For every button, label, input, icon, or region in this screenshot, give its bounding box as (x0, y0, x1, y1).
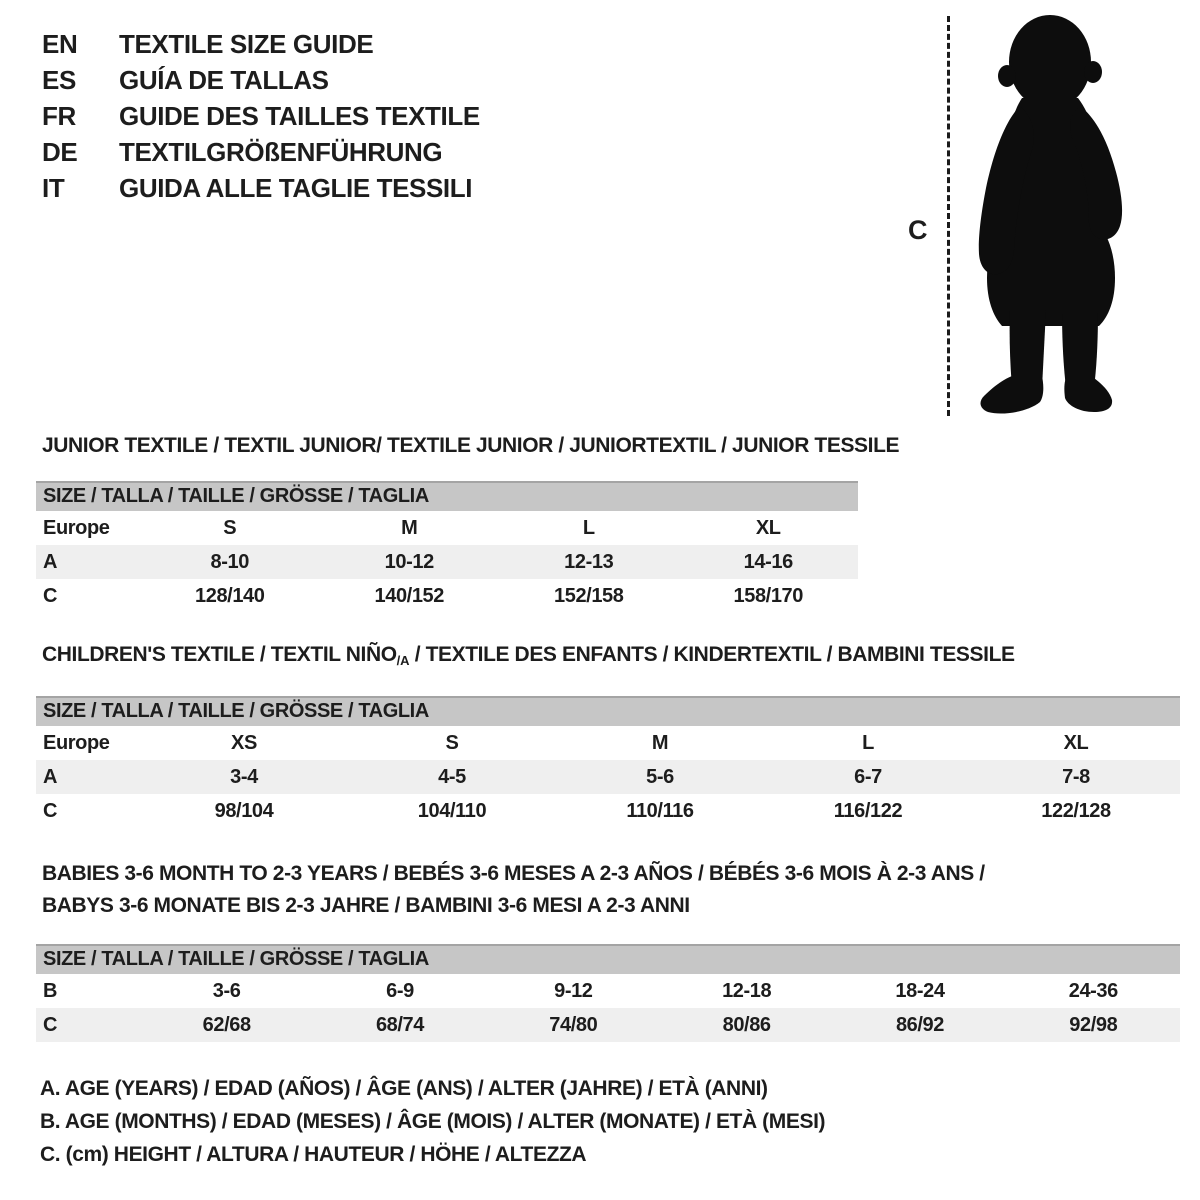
language-title-list (42, 26, 480, 206)
table-cell: M (401, 516, 418, 539)
row-label: Europe (43, 516, 110, 539)
table-cell: 3-4 (230, 765, 258, 788)
table-cell: 6-7 (854, 765, 882, 788)
heading-text: CHILDREN'S TEXTILE / TEXTIL NIÑO (42, 643, 397, 666)
legend-line-age-months: B. AGE (MONTHS) / EDAD (MESES) / ÂGE (MOIS) / ALTER (MONATE) / ETÀ (MESI) (40, 1110, 826, 1133)
table-row-height (36, 579, 858, 613)
language-code: DE (42, 136, 78, 167)
table-cell: 24-36 (1068, 979, 1118, 1002)
height-measure-dashed-line (947, 16, 950, 416)
table-cell: 86/92 (895, 1013, 944, 1036)
junior-size-table-header: SIZE / TALLA / TAILLE / GRÖSSE / TAGLIA (36, 481, 858, 511)
size-guide-content (36, 434, 1180, 1042)
row-label: Europe (43, 731, 110, 754)
heading-line-1: BABIES 3-6 MONTH TO 2-3 YEARS / BEBÉS 3-6 MESES A 2-3 AÑOS / BÉBÉS 3-6 MOIS À 2-3 ANS / (42, 862, 985, 885)
table-cell: XL (755, 516, 781, 539)
table-cell: 12-13 (564, 550, 614, 573)
table-row-age-months (36, 974, 1180, 1008)
table-row-age (36, 545, 858, 579)
table-row-height (36, 794, 1180, 828)
table-cell: 4-5 (438, 765, 466, 788)
language-row-fr (42, 98, 480, 134)
table-cell: S (445, 731, 459, 754)
language-code: FR (42, 100, 76, 131)
babies-size-table (36, 944, 1180, 1042)
junior-size-table (36, 481, 858, 613)
language-row-en (42, 26, 480, 62)
table-cell: 12-18 (722, 979, 772, 1002)
row-label: A (43, 550, 58, 573)
section-junior-textile (36, 434, 1180, 613)
row-label: C (43, 799, 58, 822)
table-cell: M (651, 731, 669, 754)
guide-title: GUIDA ALLE TAGLIE TESSILI (119, 172, 473, 203)
language-code: IT (42, 172, 65, 203)
table-cell: 152/158 (554, 584, 624, 607)
language-row-it (42, 170, 480, 206)
table-cell: 128/140 (195, 584, 265, 607)
table-cell: 6-9 (386, 979, 414, 1002)
table-cell: 62/68 (202, 1013, 251, 1036)
table-cell: 80/86 (722, 1013, 771, 1036)
table-cell: 116/122 (833, 799, 903, 822)
legend-line-height: C. (cm) HEIGHT / ALTURA / HAUTEUR / HÖHE / ALTEZZA (40, 1143, 587, 1166)
row-label: C (43, 1013, 58, 1036)
table-row-europe (36, 511, 858, 545)
language-row-de (42, 134, 480, 170)
table-cell: 110/116 (626, 799, 694, 822)
guide-title: GUIDE DES TAILLES TEXTILE (119, 100, 480, 131)
babies-section-heading (42, 858, 1180, 922)
table-row-age (36, 760, 1180, 794)
table-cell: 98/104 (214, 799, 274, 822)
table-cell: S (223, 516, 237, 539)
table-cell: 140/152 (374, 584, 444, 607)
language-row-es (42, 62, 480, 98)
section-childrens-textile (36, 643, 1180, 828)
table-cell: 8-10 (210, 550, 249, 573)
row-label: B (43, 979, 58, 1002)
table-cell: L (582, 516, 595, 539)
guide-title: TEXTILE SIZE GUIDE (119, 28, 374, 59)
language-code: ES (42, 64, 76, 95)
table-cell: 9-12 (554, 979, 593, 1002)
table-cell: 92/98 (1069, 1013, 1118, 1036)
row-label: A (43, 765, 58, 788)
language-code: EN (42, 28, 78, 59)
height-measure-label: C (908, 215, 928, 245)
table-cell: 68/74 (375, 1013, 425, 1036)
guide-title: TEXTILGRÖßENFÜHRUNG (119, 136, 443, 167)
row-label: C (43, 584, 58, 607)
heading-line-2: BABYS 3-6 MONATE BIS 2-3 JAHRE / BAMBINI 3-6 MESI A 2-3 ANNI (42, 894, 690, 917)
junior-section-heading: JUNIOR TEXTILE / TEXTIL JUNIOR/ TEXTILE JUNIOR / JUNIORTEXTIL / JUNIOR TESSILE (42, 434, 900, 457)
table-cell: 74/80 (549, 1013, 598, 1036)
table-cell: 10-12 (384, 550, 434, 573)
heading-text: / TEXTILE DES ENFANTS / KINDERTEXTIL / BAMBINI TESSILE (409, 643, 1015, 666)
table-cell: 14-16 (743, 550, 793, 573)
table-cell: L (862, 731, 874, 754)
table-cell: 7-8 (1062, 765, 1090, 788)
guide-title: GUÍA DE TALLAS (119, 64, 329, 95)
table-cell: 122/128 (1041, 799, 1111, 822)
legend-line-age-years: A. AGE (YEARS) / EDAD (AÑOS) / ÂGE (ANS) / ALTER (JAHRE) / ETÀ (ANNI) (40, 1077, 768, 1100)
table-cell: 158/170 (733, 584, 803, 607)
table-cell: 104/110 (417, 799, 487, 822)
table-row-height (36, 1008, 1180, 1042)
table-cell: 5-6 (646, 765, 674, 788)
section-babies-textile (36, 858, 1180, 1042)
toddler-silhouette-icon (962, 10, 1142, 418)
table-cell: 3-6 (212, 979, 241, 1002)
legend (40, 1072, 825, 1171)
table-cell: XS (231, 731, 257, 754)
table-cell: 18-24 (895, 979, 945, 1002)
childrens-size-table (36, 696, 1180, 828)
childrens-size-table-header: SIZE / TALLA / TAILLE / GRÖSSE / TAGLIA (36, 696, 1180, 726)
table-row-europe (36, 726, 1180, 760)
table-cell: XL (1063, 731, 1089, 754)
heading-subscript: /A (396, 653, 410, 668)
babies-size-table-header: SIZE / TALLA / TAILLE / GRÖSSE / TAGLIA (36, 944, 1180, 974)
childrens-section-heading (42, 643, 1180, 672)
